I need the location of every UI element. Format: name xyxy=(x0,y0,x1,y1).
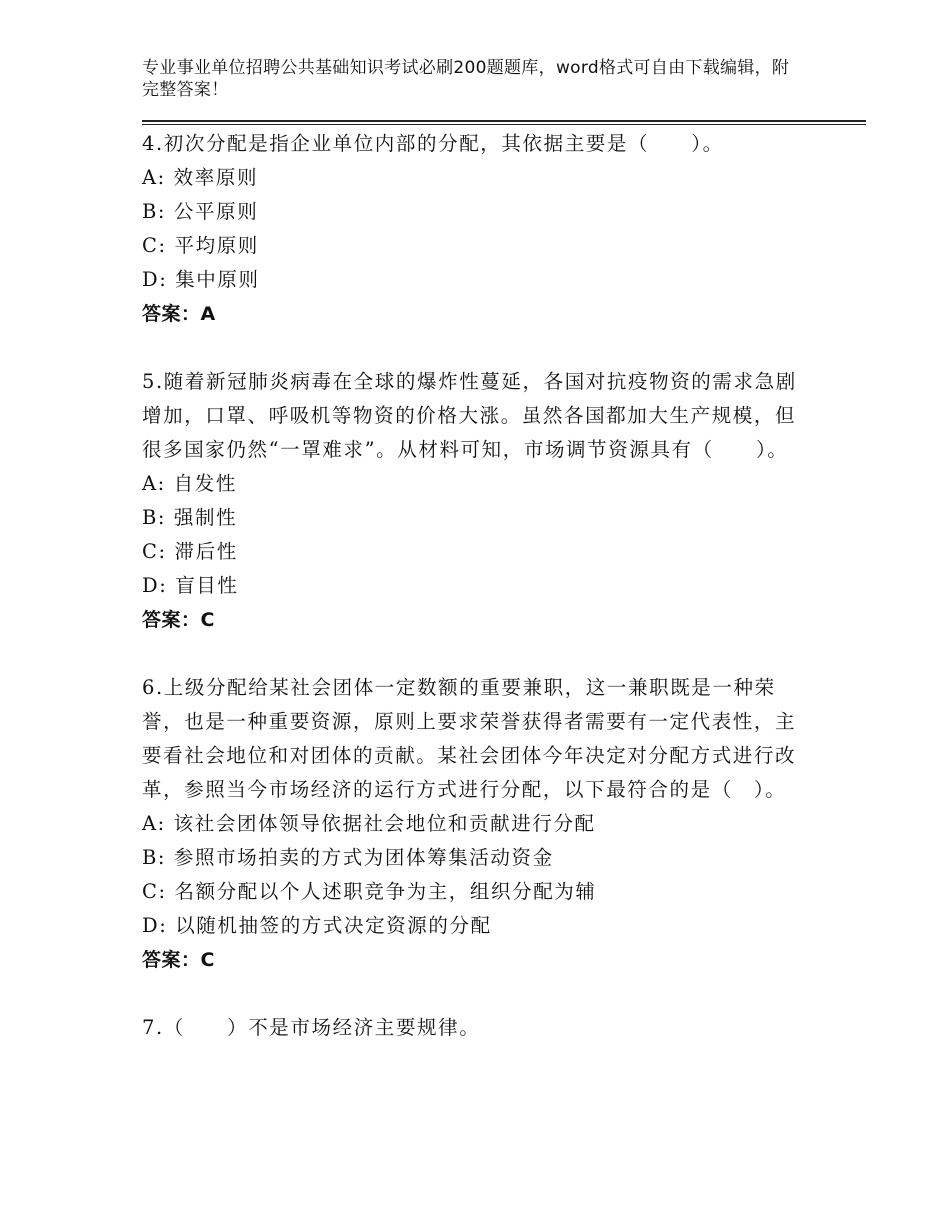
question-4 xyxy=(142,127,802,331)
question-stem: 6.上级分配给某社会团体一定数额的重要兼职，这一兼职既是一种荣誉，也是一种重要资源，原则上要求荣誉获得者需要有一定代表性，主要看社会地位和对团体的贡献。某社会团体今年决定对分配方式进行改革，参照当今市场经济的运行方式进行分配，以下最符合的是（ ）。 xyxy=(142,676,797,801)
header-divider xyxy=(142,120,866,122)
question-6 xyxy=(142,671,802,977)
option-c: C: 平均原则 xyxy=(142,234,259,257)
option-a: A: 该社会团体领导依据社会地位和贡献进行分配 xyxy=(142,812,596,835)
option-b: B: 强制性 xyxy=(142,506,238,529)
spacer xyxy=(142,637,802,671)
spacer xyxy=(142,977,802,1011)
option-d: D: 盲目性 xyxy=(142,574,239,597)
option-c: C: 名额分配以个人述职竞争为主，组织分配为辅 xyxy=(142,880,597,903)
question-7 xyxy=(142,1011,802,1045)
header-divider-thin xyxy=(142,124,866,125)
answer: 答案：C xyxy=(142,609,215,631)
option-b: B: 参照市场拍卖的方式为团体筹集活动资金 xyxy=(142,846,554,869)
question-stem: 5.随着新冠肺炎病毒在全球的爆炸性蔓延，各国对抗疫物资的需求急剧增加，口罩、呼吸机等物资的价格大涨。虽然各国都加大生产规模，但很多国家仍然“一罩难求”。从材料可知，市场调节资源具有（ ）。 xyxy=(142,370,797,461)
answer: 答案：C xyxy=(142,949,215,971)
spacer xyxy=(142,331,802,365)
question-5 xyxy=(142,365,802,637)
question-stem: 4.初次分配是指企业单位内部的分配，其依据主要是（ ）。 xyxy=(142,132,724,155)
option-a: A: 自发性 xyxy=(142,472,237,495)
option-d: D: 以随机抽签的方式决定资源的分配 xyxy=(142,914,492,937)
document-header: 专业事业单位招聘公共基础知识考试必刷200题题库，word格式可自由下载编辑，附完整答案！ xyxy=(142,58,790,100)
option-d: D: 集中原则 xyxy=(142,268,260,291)
option-a: A: 效率原则 xyxy=(142,166,259,189)
question-list xyxy=(142,127,802,1045)
option-b: B: 公平原则 xyxy=(142,200,259,223)
question-stem: 7.（ ）不是市场经济主要规律。 xyxy=(142,1016,481,1039)
answer: 答案：A xyxy=(142,303,216,325)
option-c: C: 滞后性 xyxy=(142,540,238,563)
